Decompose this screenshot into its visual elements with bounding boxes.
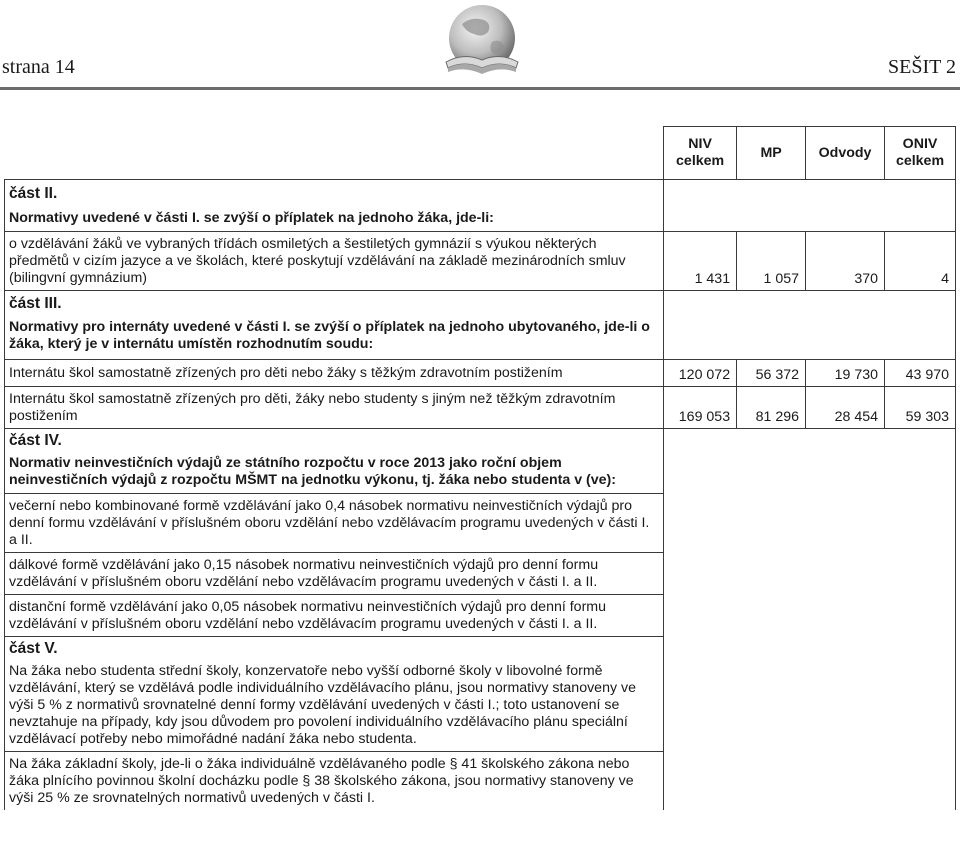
part3-title: část III. xyxy=(9,295,62,312)
part2-heading-row xyxy=(5,180,956,232)
part4-item1: večerní nebo kombinované formě vzdělávání jako 0,4 násobek normativu neinvestičních výdajů pro denní formu vzdělávání v příslušném oboru vzdělání nebo vzdělávacím programu uvedených v části I. a II. xyxy=(9,498,650,548)
part3-row2-odvody: 28 454 xyxy=(806,387,885,429)
part3-row2-text: Internátu škol samostatně zřízených pro děti, žáky nebo studenty s jiným než těžkým zdravotním postižením xyxy=(9,391,616,424)
part4-heading-cell xyxy=(5,429,664,494)
part2-odvody: 370 xyxy=(806,232,885,291)
part4-item2: dálkové formě vzdělávání jako 0,15 násobek normativu neinvestičních výdajů pro denní formu vzdělávání v příslušném oboru vzdělání nebo vzdělávacím programu uvedených v části I. a II. xyxy=(9,557,599,590)
part3-heading-empty xyxy=(664,291,956,360)
part4-item2-cell xyxy=(5,553,664,595)
part2-heading-cell xyxy=(5,180,664,232)
part2-row-cell xyxy=(5,232,664,291)
part5-row2 xyxy=(5,752,956,811)
part2-oniv: 4 xyxy=(885,232,956,291)
header-blank-cell xyxy=(5,127,664,180)
part2-subtitle: Normativy uvedené v části I. se zvýší o příplatek na jednoho žáka, jde-li: xyxy=(9,210,494,226)
part2-row-text: o vzdělávání žáků ve vybraných třídách osmiletých a šestiletých gymnázií s výukou některých předmětů v cizím jazyce a ve školách, které poskytují vzdělávání na základě mezinárodních smluv (bilingvní gymnázium) xyxy=(9,236,626,286)
col-odvody: Odvody xyxy=(806,127,885,180)
part4-title: část IV. xyxy=(9,432,62,449)
part2-niv: 1 431 xyxy=(664,232,737,291)
part5-para2: Na žáka základní školy, jde-li o žáka individuálně vzdělávaného podle § 41 školského zákona nebo žáka plnícího povinnou školní docházku podle § 38 školského zákona, jsou normativy stanoveny ve výši 25 % ze srovnatelných normativů uvedených v části I. xyxy=(9,756,634,806)
header-divider xyxy=(0,87,960,90)
part3-row1-cell xyxy=(5,360,664,387)
part2-mp: 1 057 xyxy=(737,232,806,291)
part4-item1-cell xyxy=(5,494,664,553)
table-row xyxy=(5,232,956,291)
col-niv-celkem: NIV celkem xyxy=(664,127,737,180)
part3-row2-cell xyxy=(5,387,664,429)
part4-subtitle: Normativ neinvestičních výdajů ze státního rozpočtu v roce 2013 jako roční objem neinvestičních výdajů z rozpočtu MŠMT na jednotku výkonu, tj. žáka nebo studenta v (ve): xyxy=(9,455,617,488)
part5-title: část V. xyxy=(9,640,58,657)
part5-cell xyxy=(5,637,664,752)
part3-row1-text: Internátu škol samostatně zřízených pro děti nebo žáky s těžkým zdravotním postižením xyxy=(9,365,563,381)
table-row xyxy=(5,360,956,387)
part3-row1-mp: 56 372 xyxy=(737,360,806,387)
part2-heading-empty xyxy=(664,180,956,232)
part3-row1-niv: 120 072 xyxy=(664,360,737,387)
part4-part5-empty xyxy=(664,429,956,752)
part5-para1: Na žáka nebo studenta střední školy, konzervatoře nebo vyšší odborné školy v libovolné formě vzdělávání, který se vzdělává podle individuálního vzdělávacího plánu, jsou normativy stanoveny ve výši 5 % z normativů srovnatelné denní formy vzdělávání uvedených v části I.; toto ustanovení se nevztahuje na případy, kdy jsou důvodem pro povolení individuálního vzdělávacího plánu speciální vzdělávací potřeby nebo mimořádné nadání žáka nebo studenta. xyxy=(9,663,636,747)
part3-row2-oniv: 59 303 xyxy=(885,387,956,429)
part3-row2-niv: 169 053 xyxy=(664,387,737,429)
col-mp: MP xyxy=(737,127,806,180)
globe-book-icon xyxy=(432,2,528,82)
part3-heading-cell xyxy=(5,291,664,360)
part3-heading-row xyxy=(5,291,956,360)
part2-title: část II. xyxy=(9,185,58,202)
page-number: strana 14 xyxy=(2,56,75,78)
part3-subtitle: Normativy pro internáty uvedené v části I. se zvýší o příplatek na jednoho ubytovaného, jde-li o žáka, který je v internátu umístěn rozhodnutím soudu: xyxy=(9,319,650,352)
part4-heading-row xyxy=(5,429,956,494)
part3-row2-mp: 81 296 xyxy=(737,387,806,429)
part3-row1-oniv: 43 970 xyxy=(885,360,956,387)
col-oniv-celkem: ONIV celkem xyxy=(885,127,956,180)
table-header-row xyxy=(5,127,956,180)
part4-item3-cell xyxy=(5,595,664,637)
part5-empty xyxy=(664,752,956,811)
part3-row1-odvody: 19 730 xyxy=(806,360,885,387)
part5-para2-cell xyxy=(5,752,664,811)
part4-item3: distanční formě vzdělávání jako 0,05 násobek normativu neinvestičních výdajů pro denní formu vzdělávání v příslušném oboru vzdělání nebo vzdělávacím programu uvedených v části I. a II. xyxy=(9,599,606,632)
table-row xyxy=(5,387,956,429)
normatives-table xyxy=(4,126,956,810)
booklet-label: SEŠIT 2 xyxy=(888,56,956,78)
